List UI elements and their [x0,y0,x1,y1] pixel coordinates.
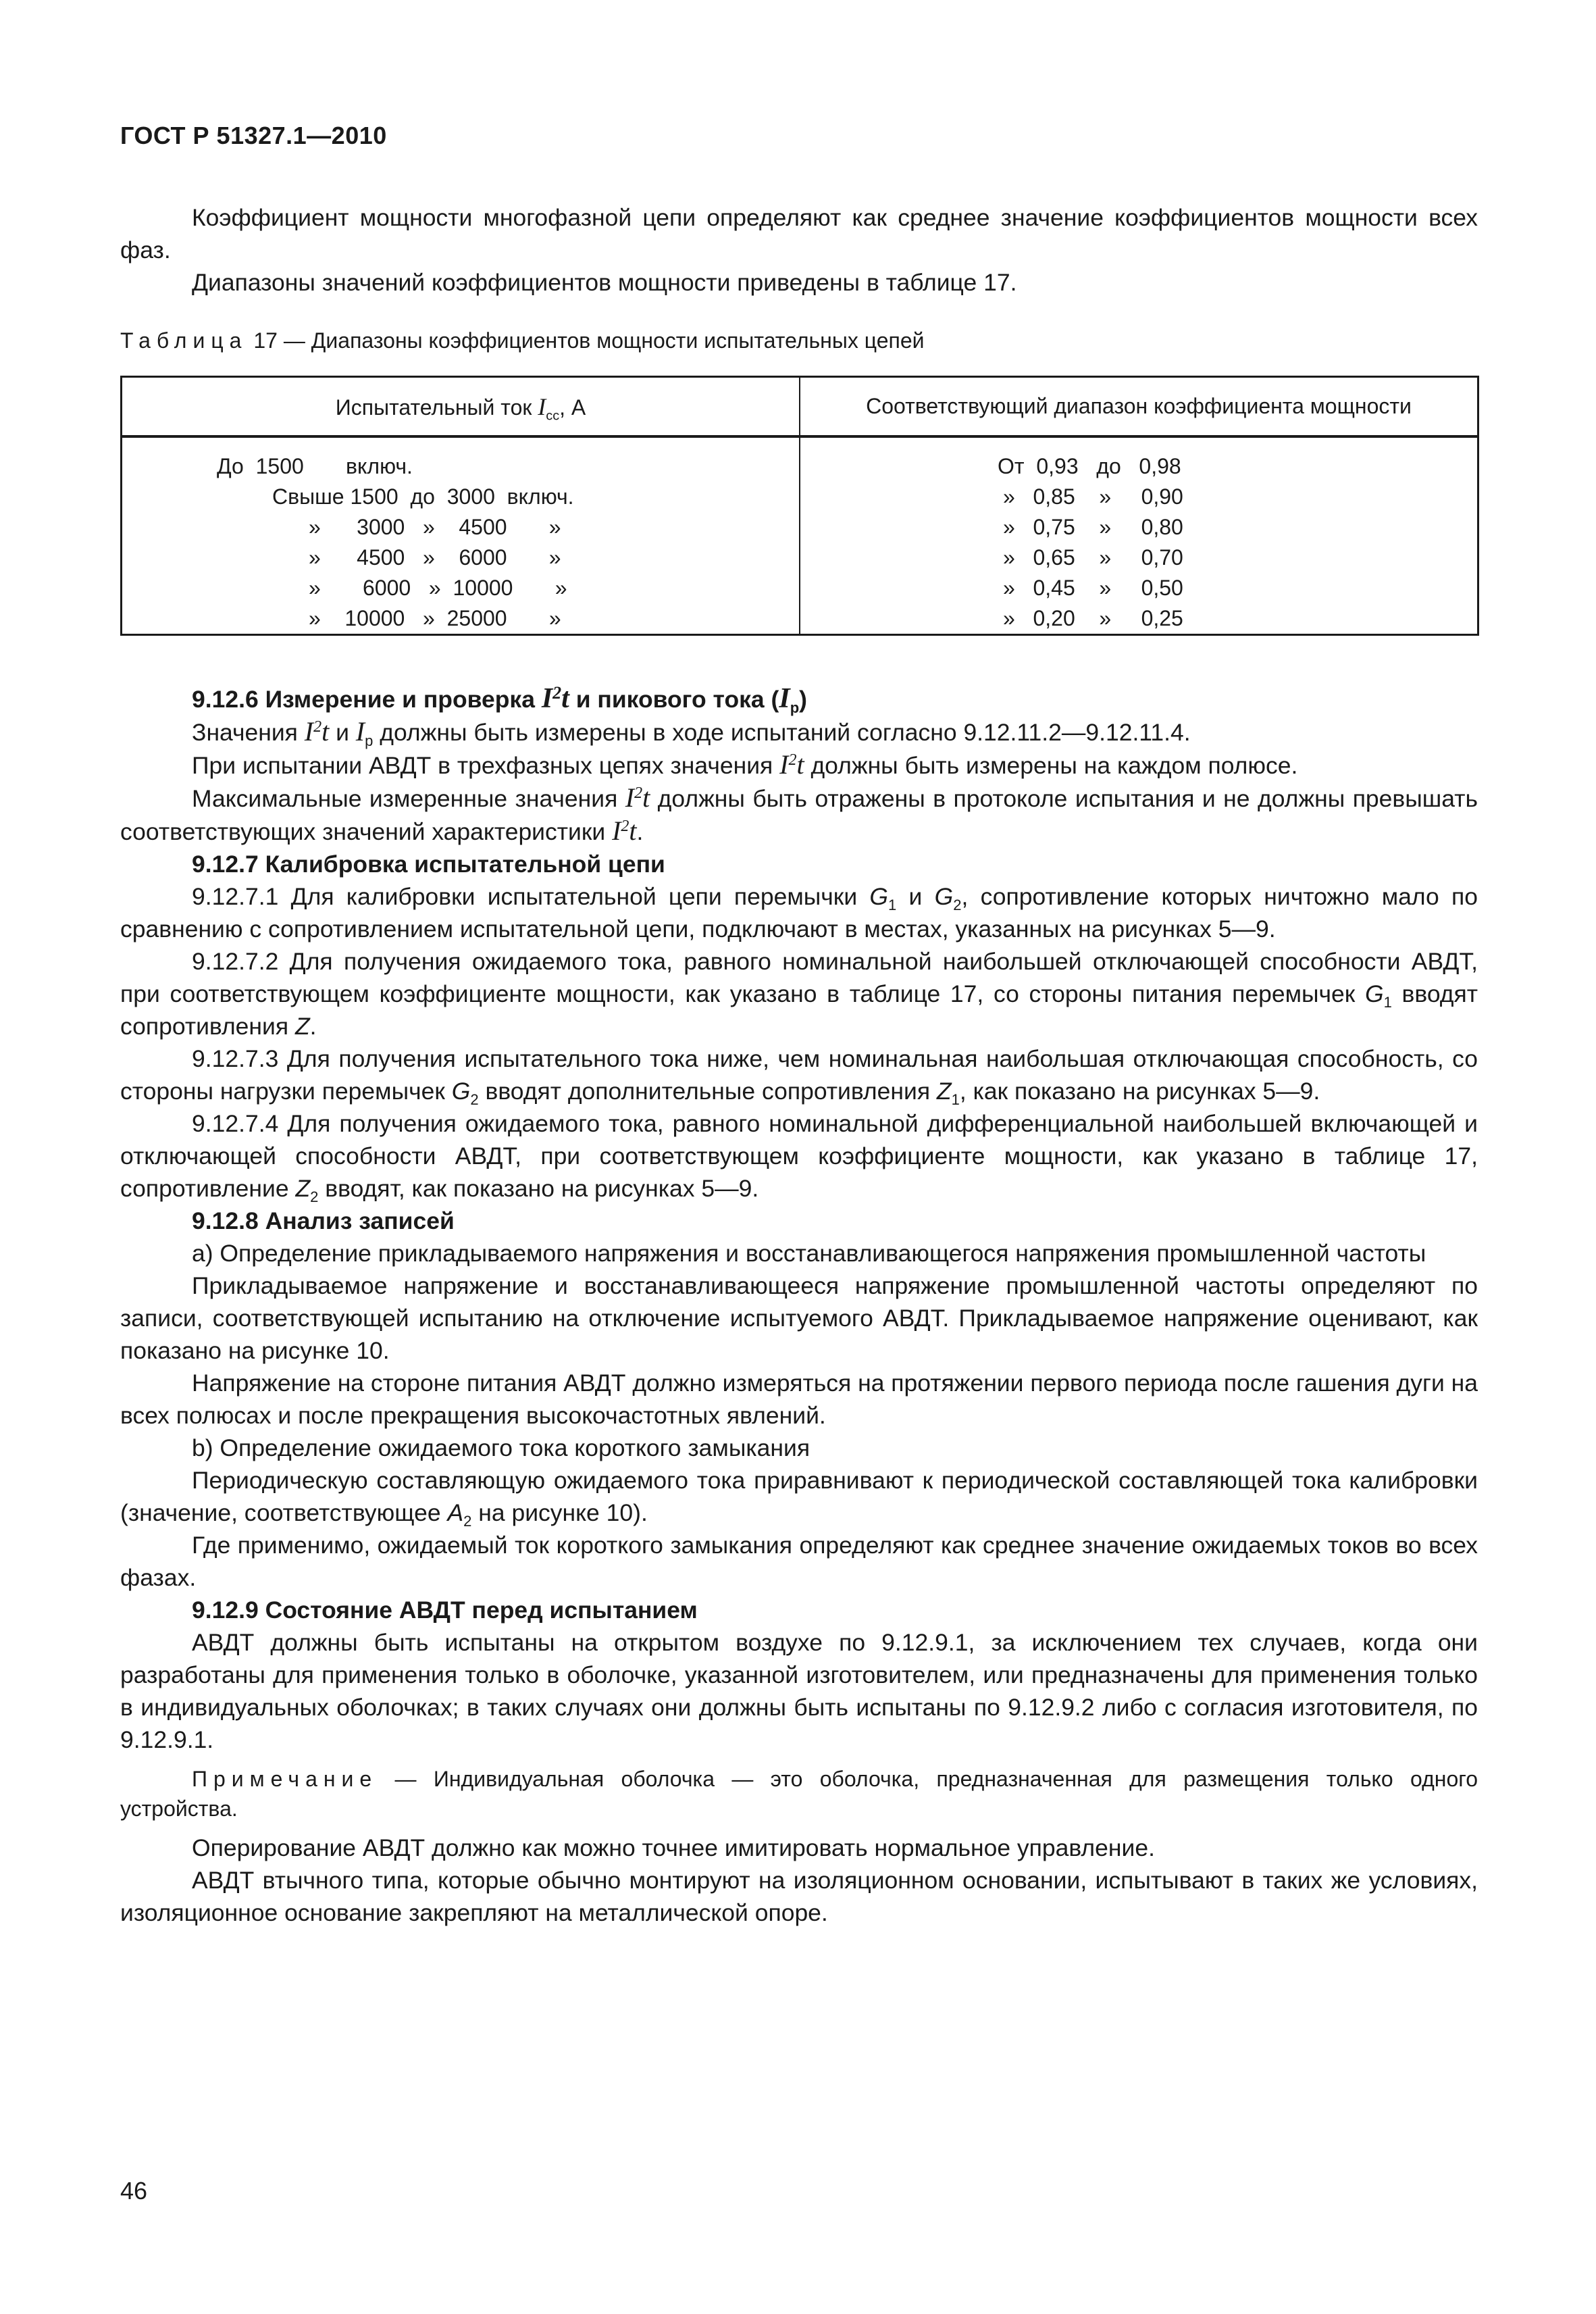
table-17-header-current: Испытательный ток $I_{cc}$, А [122,377,800,437]
table-caption-word: Таблица [120,328,248,353]
section-9-12-9-p2: Оперирование АВДТ должно как можно точнее имитировать нормальное управление. [192,1834,1155,1861]
section-9-12-7-4: 9.12.7.4 Для получения ожидаемого тока, равного номинальной дифференциальной наибольшей включающей и отключающей способности АВДТ, при соответствующем коэффициенте мощности, как указано в таблице 17, сопротивление $Z_2$ вводят, как показано на рисунках 5—9. [120,1110,1478,1206]
section-9-12-8-a1: Прикладываемое напряжение и восстанавливающееся напряжение промышленной частоты определяют по записи, соответствующей испытанию на отключение испытуемого АВДТ. Прикладываемое напряжение оценивают, как показано на рисунке 10. [120,1272,1478,1364]
table-row-6-current: » 10000 » 25000 » [309,606,561,630]
section-9-12-8-a: а) Определение прикладываемого напряжения и восстанавливающегося напряжения промышленной частоты [192,1240,1426,1267]
table-row-1-current: До 1500 включ. [217,454,413,478]
section-9-12-7-1: 9.12.7.1 Для калибровки испытательной цепи перемычки $G_1$ и $G_2$, сопротивление которых ничтожно мало по сравнению с сопротивлением испытательной цепи, подключают в местах, указанных на рисунках 5—9. [120,883,1478,942]
table-row-3-current: » 3000 » 4500 » [309,515,561,539]
intro-paragraph-1: Коэффициент мощности многофазной цепи определяют как среднее значение коэффициентов мощности всех фаз. [120,204,1478,263]
section-9-12-8-b: b) Определение ожидаемого тока короткого замыкания [192,1434,810,1461]
table-17 [120,376,1479,636]
section-9-12-6-p2: При испытании АВДТ в трехфазных цепях значения $I^2t$ должны быть измерены на каждом полюсе. [192,749,1298,780]
intro-paragraph-2: Диапазоны значений коэффициентов мощности приведены в таблице 17. [192,269,1017,296]
table-caption-text: 17 — Диапазоны коэффициентов мощности испытательных цепей [247,328,925,353]
table-row-2-current: Свыше 1500 до 3000 включ. [272,484,574,509]
section-9-12-7-3: 9.12.7.3 Для получения испытательного тока ниже, чем номинальная наибольшая отключающая способность, со стороны нагрузки перемычек $G_2$ вводят дополнительные сопротивления $Z_1$, как показано на рисунках 5—9. [120,1045,1478,1109]
table-17-current-column [122,436,800,635]
page-number: 46 [120,2177,148,2205]
table-17-header-power-factor: Соответствующий диапазон коэффициента мощности [800,377,1478,437]
table-row-1-power-factor: От 0,93 до 0,98 [998,454,1181,478]
body-text [120,682,1478,1929]
table-row-4-current: » 4500 » 6000 » [309,545,561,570]
section-9-12-7-heading: 9.12.7 Калибровка испытательной цепи [192,851,665,878]
section-9-12-9-heading: 9.12.9 Состояние АВДТ перед испытанием [192,1596,698,1624]
document-id-header: ГОСТ Р 51327.1—2010 [120,122,387,149]
section-9-12-9-p1: АВДТ должны быть испытаны на открытом воздухе по 9.12.9.1, за исключением тех случаев, когда они разработаны для применения только в оболочке, указанной изготовителем, или предназначены для применения только в индивидуальных оболочках; в таких случаях они должны быть испытаны по 9.12.9.2 либо с согласия изготовителя, по 9.12.9.1. [120,1629,1478,1753]
table-row-4-power-factor: » 0,65 » 0,70 [1003,545,1183,570]
section-9-12-8-a2: Напряжение на стороне питания АВДТ должно измеряться на протяжении первого периода после гашения дуги на всех полюсах и после прекращения высокочастотных явлений. [120,1369,1478,1429]
table-row-3-power-factor: » 0,75 » 0,80 [1003,515,1183,539]
section-9-12-9-p3: АВДТ втычного типа, которые обычно монтируют на изоляционном основании, испытывают в таких же условиях, изоляционное основание закрепляют на металлической опоре. [120,1867,1478,1926]
section-9-12-8-b1: Периодическую составляющую ожидаемого тока приравнивают к периодической составляющей тока калибровки (значение, соответствующее $A_2$ на рисунке 10). [120,1467,1478,1530]
section-9-12-7-2: 9.12.7.2 Для получения ожидаемого тока, равного номинальной наибольшей отключающей способности АВДТ, при соответствующем коэффициенте мощности, как указано в таблице 17, со стороны питания перемычек $G_1$ вводят сопротивления Z. [120,948,1478,1040]
table-row-5-current: » 6000 » 10000 » [309,576,567,600]
table-17-power-factor-column [800,436,1478,635]
section-9-12-6-p3: Максимальные измеренные значения $I^2t$ должны быть отражены в протоколе испытания и не должны превышать соответствующих значений характеристики $I^2t$. [120,782,1478,846]
section-9-12-8-b2: Где применимо, ожидаемый ток короткого замыкания определяют как среднее значение ожидаемых токов во всех фазах. [120,1532,1478,1591]
intro-block [120,201,1478,299]
table-row-6-power-factor: » 0,20 » 0,25 [1003,606,1183,630]
table-17-caption [120,326,925,355]
table-row-5-power-factor: » 0,45 » 0,50 [1003,576,1183,600]
table-row-2-power-factor: » 0,85 » 0,90 [1003,484,1183,509]
section-9-12-8-heading: 9.12.8 Анализ записей [192,1207,455,1234]
section-9-12-6-heading: 9.12.6 Измерение и проверка $I^2t$ и пикового тока $(I_р)$ [192,683,807,717]
section-9-12-9-note: Примечание — Индивидуальная оболочка — это оболочка, предназначенная для размещения только одного устройства. [120,1767,1478,1821]
section-9-12-6-p1: Значения $I^2t$ и $I_р$ должны быть измерены в ходе испытаний согласно 9.12.11.2—9.12.11.4. [192,716,1191,750]
